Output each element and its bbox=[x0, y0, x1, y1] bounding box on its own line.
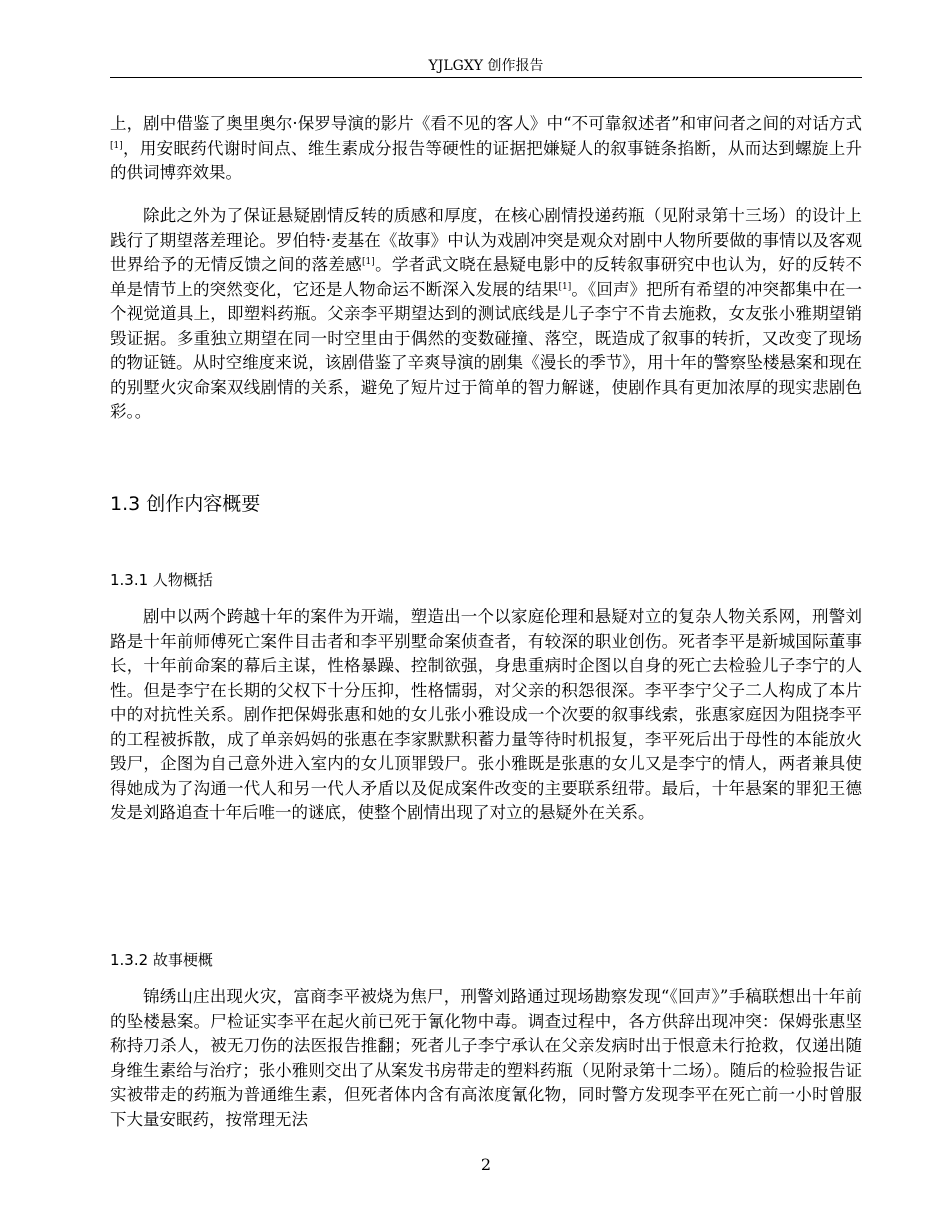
running-header: YJLGXY 创作报告 bbox=[428, 58, 544, 74]
paragraph-2: 除此之外为了保证悬疑剧情反转的质感和厚度，在核心剧情投递药瓶（见附录第十三场）的设计上践行了期望落差理论。罗伯特·麦基在《故事》中认为戏剧冲突是观众对剧中人物所要做的事情以及客观世界给予的无情反馈之间的落差感[1]。学者武文晓在悬疑电影中的反转叙事研究中也认为，好的反转不单是情节上的突然变化，它还是人物命运不断深入发展的结果[1]。《回声》把所有希望的冲突都集中在一个视觉道具上，即塑料药瓶。父亲李平期望达到的测试底线是儿子李宁不肯去施救，女友张小雅期望销毁证据。多重独立期望在同一时空里由于偶然的变数碰撞、落空，既造成了叙事的转折，又改变了现场的物证链。从时空维度来说，该剧借鉴了辛爽导演的剧集《漫长的季节》，用十年的警察坠楼悬案和现在的别墅火灾命案双线剧情的关系，避免了短片过于简单的智力解谜，使剧作具有更加浓厚的现实悲剧色彩。。 bbox=[110, 206, 863, 421]
page-number: 2 bbox=[480, 1155, 492, 1174]
citation-marker: [1] bbox=[558, 281, 572, 292]
paragraph-3: 剧中以两个跨越十年的案件为开端，塑造出一个以家庭伦理和悬疑对立的复杂人物关系网，刑警刘路是十年前师傅死亡案件目击者和李平别墅命案侦查者，有较深的职业创伤。死者李平是新城国际董事长，十年前命案的幕后主谋，性格暴躁、控制欲强，身患重病时企图以自身的死亡去检验儿子李宁的人性。但是李宁在长期的父权下十分压抑，性格懦弱，对父亲的积怨很深。李平李宁父子二人构成了本片中的对抗性关系。剧作把保姆张惠和她的女儿张小雅设成一个次要的叙事线索，张惠家庭因为阻挠李平的工程被拆散，成了单亲妈妈的张惠在李家默默积蓄力量等待时机报复，李平死后出于母性的本能放火毁尸，企图为自己意外进入室内的女儿顶罪毁尸。张小雅既是张惠的女儿又是李宁的情人，两者兼具使得她成为了沟通一代人和另一代人矛盾以及促成案件改变的主要联系纽带。最后，十年悬案的罪犯王德发是刘路追查十年后唯一的谜底，使整个剧情出现了对立的悬疑外在关系。 bbox=[110, 607, 862, 822]
subsection-heading: 1.3.2 故事梗概 bbox=[110, 951, 213, 969]
subsection-heading: 1.3.1 人物概括 bbox=[110, 571, 213, 589]
paragraph-1: 上，剧中借鉴了奥里奥尔·保罗导演的影片《看不见的客人》中“不可靠叙述者”和审问者之间的对话方式[1]，用安眠药代谢时间点、维生素成分报告等硬性的证据把嫌疑人的叙事链条掐断，从而达到螺旋上升的供词博弈效果。 bbox=[110, 114, 862, 182]
citation-marker: [1] bbox=[362, 257, 375, 267]
citation-marker: [1] bbox=[110, 140, 123, 151]
header-rule bbox=[110, 77, 862, 78]
section-heading: 1.3 创作内容概要 bbox=[110, 493, 261, 515]
paragraph-4: 锦绣山庄出现火灾，富商李平被烧为焦尸，刑警刘路通过现场勘察发现“《回声》”手稿联想出十年前的坠楼悬案。尸检证实李平在起火前已死于氰化物中毒。调查过程中，各方供辞出现冲突：保姆张惠坚称持刀杀人，被无刀伤的法医报告推翻；死者儿子李宁承认在父亲发病时出于恨意未行抢救，仅递出随身维生素给与治疗；张小雅则交出了从案发书房带走的塑料药瓶（见附录第十二场）。随后的检验报告证实被带走的药瓶为普通维生素，但死者体内含有高浓度氰化物，同时警方发现李平在死亡前一小时曾服下大量安眠药，按常理无法 bbox=[110, 987, 862, 1129]
